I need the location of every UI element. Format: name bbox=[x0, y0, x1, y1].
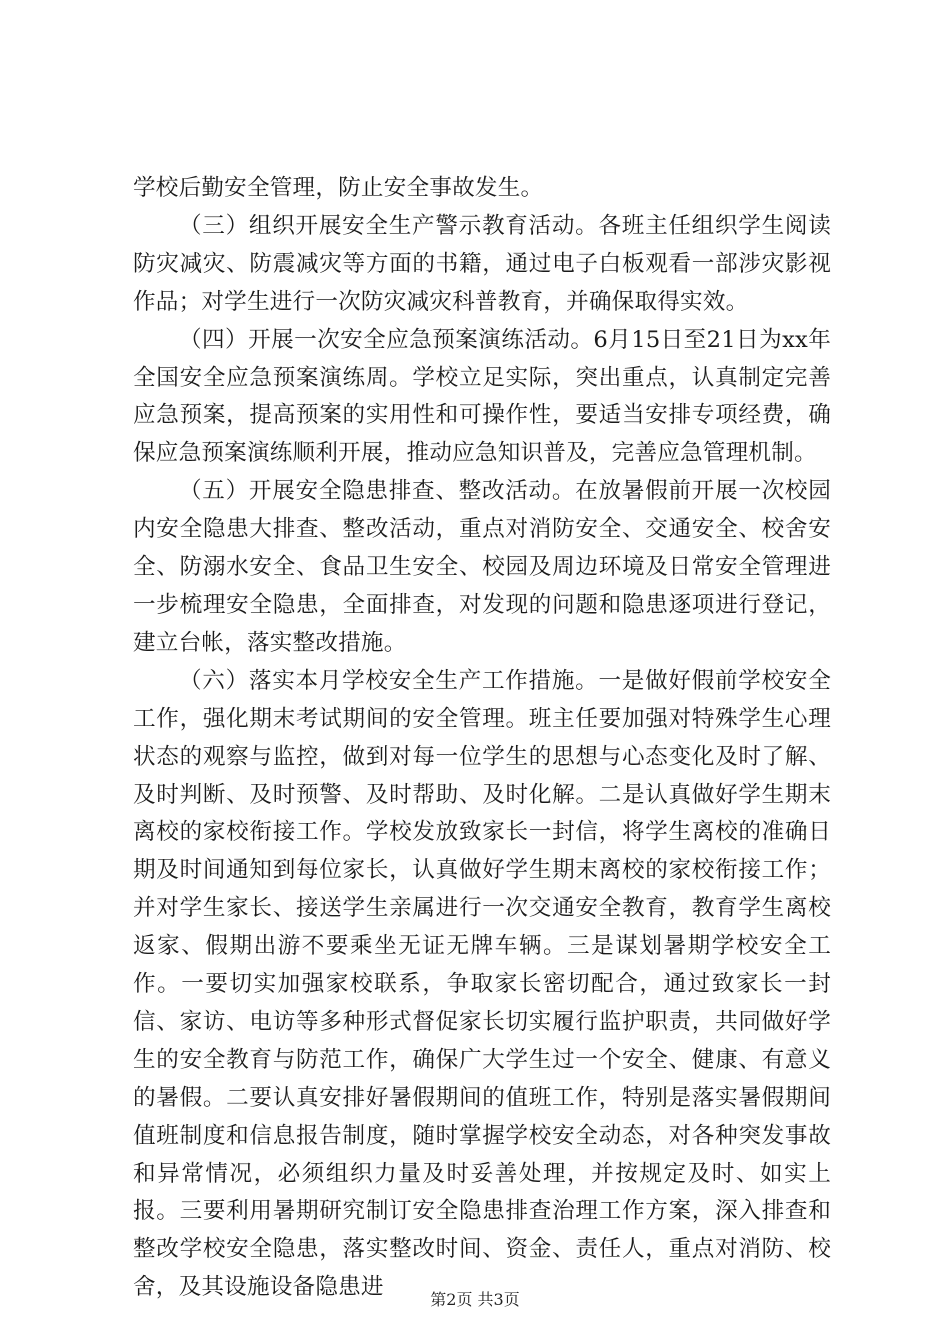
paragraph-section-6: （六）落实本月学校安全生产工作措施。一是做好假前学校安全工作，强化期末考试期间的安全管理。班主任要加强对特殊学生心理状态的观察与监控，做到对每一位学生的思想与心态变化及时了解、及时判断、及时预警、及时帮助、及时化解。二是认真做好学生期末离校的家校衔接工作。学校发放致家长一封信，将学生离校的准确日期及时间通知到每位家长，认真做好学生期末离校的家校衔接工作；并对学生家长、接送学生亲属进行一次交通安全教育，教育学生离校返家、假期出游不要乘坐无证无牌车辆。三是谋划暑期学校安全工作。一要切实加强家校联系，争取家长密切配合，通过致家长一封信、家访、电访等多种形式督促家长切实履行监护职责，共同做好学生的安全教育与防范工作，确保广大学生过一个安全、健康、有意义的暑假。二要认真安排好暑假期间的值班工作，特别是落实暑假期间值班制度和信息报告制度，随时掌握学校安全动态，对各种突发事故和异常情况，必须组织力量及时妥善处理，并按规定及时、如实上报。三要利用暑期研究制订安全隐患排查治理工作方案，深入排查和整改学校安全隐患，落实整改时间、资金、责任人，重点对消防、校舍，及其设施设备隐患进 bbox=[133, 667, 831, 1301]
paragraph-section-5: （五）开展安全隐患排查、整改活动。在放暑假前开展一次校园内安全隐患大排查、整改活动，重点对消防安全、交通安全、校舍安全、防溺水安全、食品卫生安全、校园及周边环境及日常安全管理进一步梳理安全隐患，全面排查，对发现的问题和隐患逐项进行登记，建立台帐，落实整改措施。 bbox=[133, 478, 831, 656]
paragraph-section-3: （三）组织开展安全生产警示教育活动。各班主任组织学生阅读防灾减灾、防震减灾等方面的书籍，通过电子白板观看一部涉灾影视作品；对学生进行一次防灾减灾科普教育，并确保取得实效。 bbox=[133, 212, 831, 315]
page-number-footer: 第2页 共3页 bbox=[430, 1290, 520, 1309]
paragraph-continuation: 学校后勤安全管理，防止安全事故发生。 bbox=[133, 175, 544, 201]
document-body bbox=[133, 170, 831, 1307]
paragraph-section-4: （四）开展一次安全应急预案演练活动。6月15日至21日为xx年全国安全应急预案演练周。学校立足实际，突出重点，认真制定完善应急预案，提高预案的实用性和可操作性，要适当安排专项经费，确保应急预案演练顺利开展，推动应急知识普及，完善应急管理机制。 bbox=[133, 326, 831, 467]
